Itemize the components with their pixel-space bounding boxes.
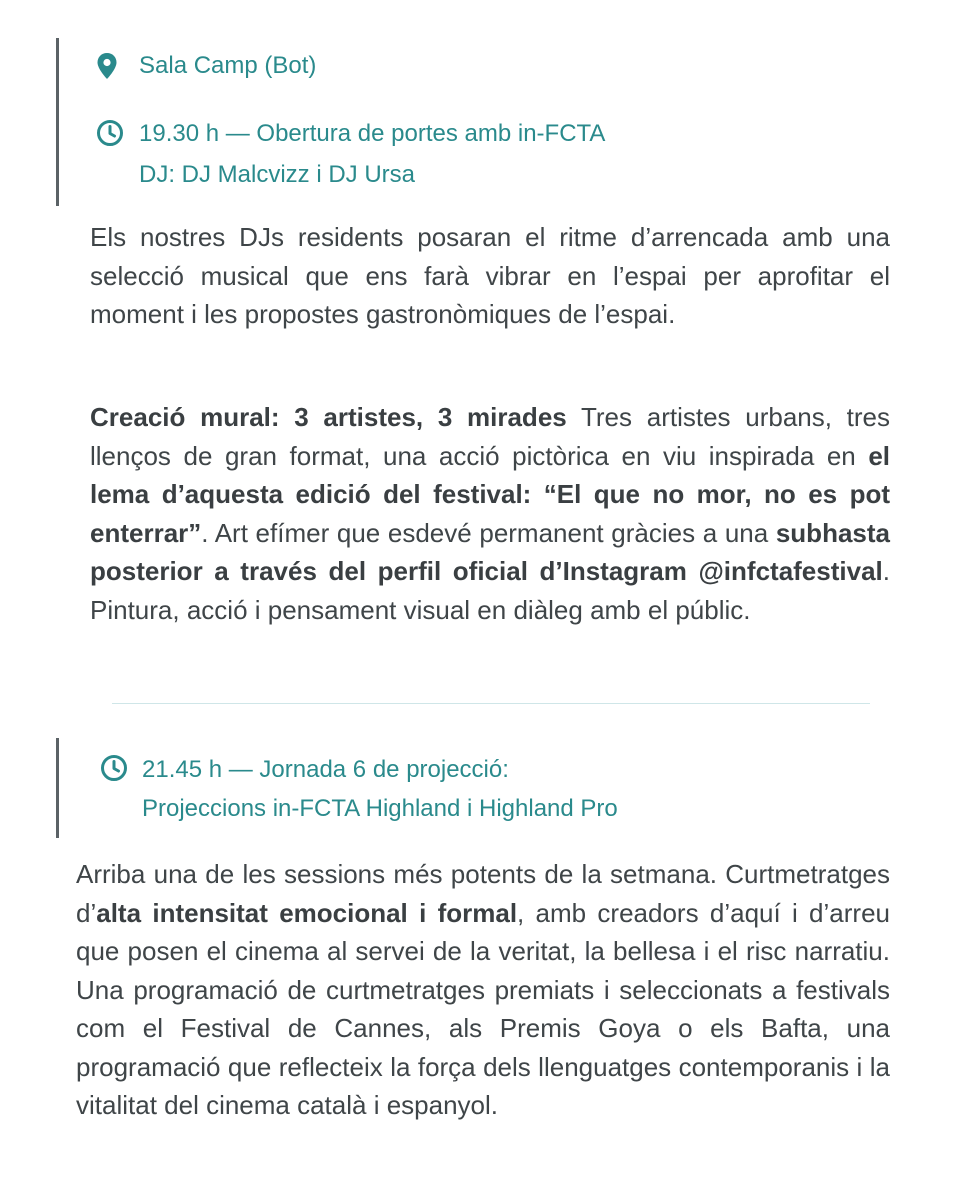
screening-bold-text: alta intensitat emocional i formal <box>96 897 518 928</box>
location-pin-icon <box>96 52 122 80</box>
screening-description-paragraph <box>76 855 890 1125</box>
mural-text-1: Tres artistes urbans, tres llenços de gran format, una acció pictòrica en viu inspirada en <box>90 402 891 471</box>
section-divider <box>112 703 870 704</box>
screening-subtitle: Projeccions in-FCTA Highland i Highland Pro <box>142 795 618 822</box>
event-time-title: 19.30 h — Obertura de portes amb in-FCTA <box>139 120 606 147</box>
clock-icon <box>100 754 126 782</box>
section1-sidebar-line <box>56 38 59 206</box>
clock-icon <box>96 119 122 147</box>
mural-motto: el lema d’aquesta edició del festival: “El que no mor, no es pot enterrar” <box>90 440 890 548</box>
mural-text-2: . Art efímer que esdevé permanent gràcies a una <box>201 517 776 548</box>
screening-time-title: 21.45 h — Jornada 6 de projecció: <box>142 756 509 783</box>
mural-title: Creació mural: 3 artistes, 3 mirades <box>90 402 567 432</box>
screening-text-1: Arriba una de les sessions més potents de la setmana. Curtmetratges d’ <box>76 859 890 928</box>
mural-auction: subhasta posterior a través del perfil oficial d’Instagram @infctafestival <box>90 517 890 586</box>
mural-paragraph <box>90 398 890 629</box>
mural-text-3: . Pintura, acció i pensament visual en diàleg amb el públic. <box>90 556 890 625</box>
dj-description-text: Els nostres DJs residents posaran el ritme d’arrencada amb una selecció musical que ens farà vibrar en l’espai per aprofitar el moment i les propostes gastronòmiques de l’espai. <box>90 222 890 329</box>
section2-sidebar-line <box>56 738 59 838</box>
dj-line: DJ: DJ Malcvizz i DJ Ursa <box>139 161 416 188</box>
screening-text-2: , amb creadors d’aquí i d’arreu que posen el cinema al servei de la veritat, la bellesa i el risc narratiu. Una programació de curtmetratges premiats i seleccionats a festivals com el Festival de Cannes, als Premis Goya o els Bafta, una programació que reflecteix la força dels llenguatges contemporanis i la vitalitat del cinema català i espanyol. <box>76 897 890 1120</box>
location-label: Sala Camp (Bot) <box>139 52 317 79</box>
dj-description-paragraph <box>90 218 890 334</box>
